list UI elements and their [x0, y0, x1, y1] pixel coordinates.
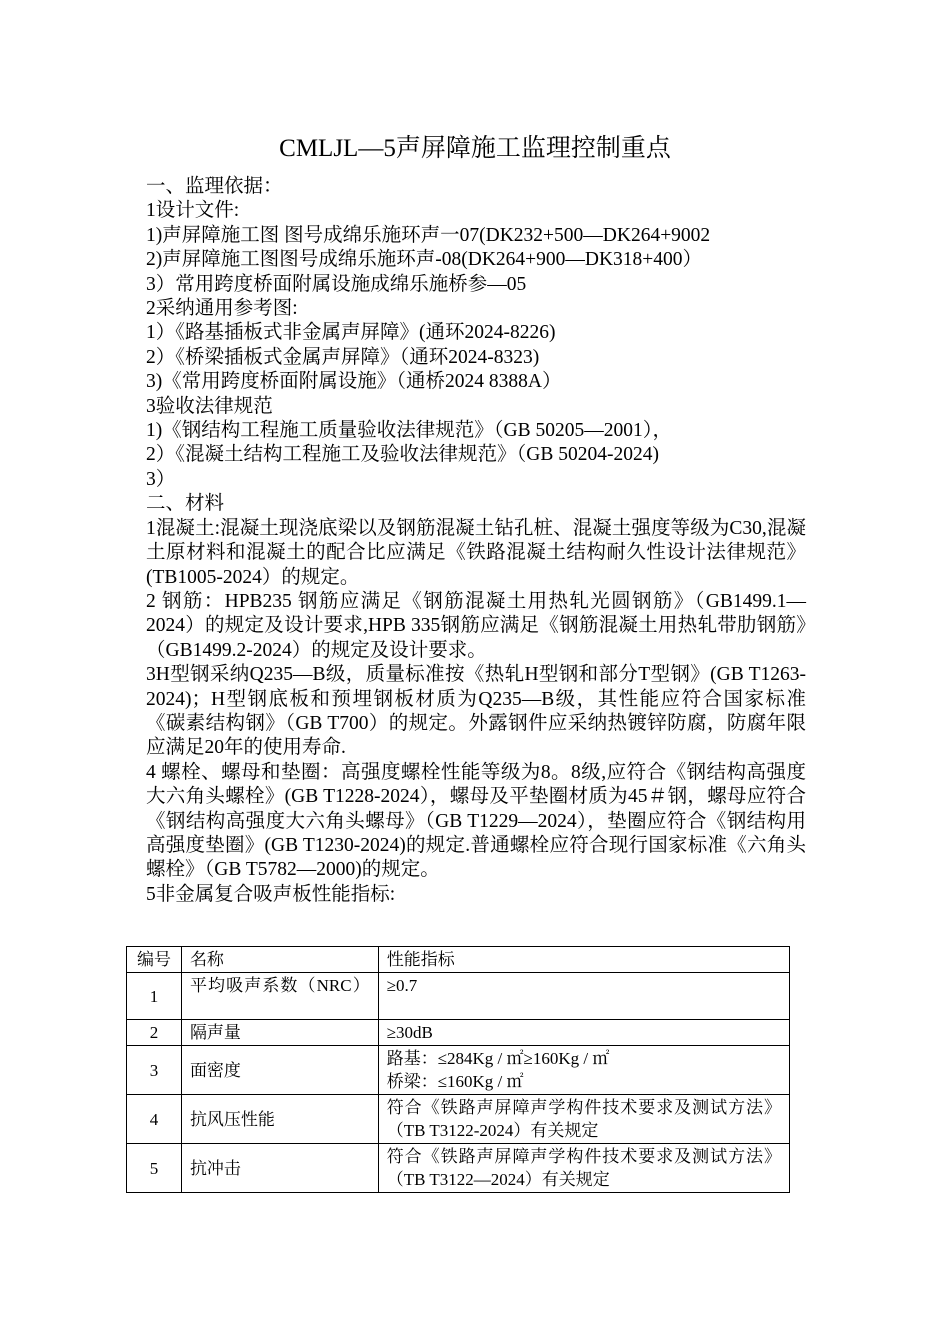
- table-row: [127, 1095, 790, 1144]
- table-row: [127, 1046, 790, 1095]
- list-item: 3)《常用跨度桥面附属设施》（通桥2024 8388A）: [146, 371, 562, 393]
- paragraph-concrete: 1混凝土:混凝土现浇底梁以及钢筋混凝土钻孔桩、混凝土强度等级为C30,混凝土原材料和混凝土的配合比应满足《铁路混凝土结构耐久性设计法律规范》(TB1005-2024）的规定。: [146, 517, 806, 588]
- row-number: 5: [127, 1144, 182, 1193]
- row-number: 3: [127, 1046, 182, 1095]
- heading-basis: 一、监理依据：: [146, 176, 283, 197]
- row-spec: 符合《铁路声屏障声学构件技术要求及测试方法》（TB T3122—2024）有关规定: [378, 1144, 789, 1193]
- row-name: 抗风压性能: [181, 1095, 378, 1144]
- list-item: 2）《桥梁插板式金属声屏障》（通环2024-8323): [146, 346, 540, 368]
- spec-line-bridge: 桥梁：≤160Kg / ㎡: [386, 1072, 524, 1091]
- row-number: 4: [127, 1095, 182, 1144]
- row-name: 隔声量: [181, 1020, 378, 1046]
- document-title: CMLJL—5声屏障施工监理控制重点: [279, 135, 671, 162]
- list-item: 3）常用跨度桥面附属设施成绵乐施桥参—05: [146, 273, 527, 295]
- header-name: 名称: [181, 947, 378, 973]
- row-spec: ≥30dB: [378, 1020, 789, 1046]
- row-spec: 符合《铁路声屏障声学构件技术要求及测试方法》（TB T3122-2024）有关规定: [378, 1095, 789, 1144]
- document-body: [146, 175, 806, 907]
- list-item: 3）: [146, 468, 176, 490]
- table-row: [127, 1144, 790, 1193]
- table-row: [127, 1020, 790, 1046]
- header-spec: 性能指标: [378, 947, 789, 973]
- list-item: 2）《混凝土结构工程施工及验收法律规范》（GB 50204-2024): [146, 444, 659, 466]
- row-number: 1: [127, 973, 182, 1020]
- list-item: 2)声屏障施工图图号成绵乐施环声-08(DK264+900—DK318+400）: [146, 249, 703, 271]
- table-caption: 5非金属复合吸声板性能指标:: [146, 883, 396, 905]
- paragraph-bolts: 4 螺栓、螺母和垫圈：高强度螺栓性能等级为8。8级,应符合《钢结构高强度大六角头螺栓》(GB T1228-2024），螺母及平垫圈材质为45＃钢，螺母应符合《钢结构高强度大六角头螺母》（GB T1229—2024），垫圈应符合《钢结构用高强度垫圈》(GB T1230-2024)的规定.普通螺栓应符合现行国家标准《六角头螺栓》（GB T5782—2000)的规定。: [146, 761, 806, 881]
- list-item: 1)《钢结构工程施工质量验收法律规范》（GB 50205—2001），: [146, 420, 672, 442]
- list-item: 1）《路基插板式非金属声屏障》(通环2024-8226): [146, 322, 556, 344]
- subheading-acceptance-codes: 3验收法律规范: [146, 395, 273, 417]
- row-name: 面密度: [181, 1046, 378, 1095]
- row-spec: ≥0.7: [378, 973, 789, 1020]
- row-number: 2: [127, 1020, 182, 1046]
- heading-materials: 二、材料: [146, 493, 225, 515]
- row-name: 平均吸声系数（NRC）: [181, 973, 378, 1020]
- subheading-design-docs: 1设计文件:: [146, 200, 240, 222]
- row-name: 抗冲击: [181, 1144, 378, 1193]
- row-spec: [378, 1046, 789, 1095]
- table-header-row: [127, 947, 790, 973]
- list-item: 1)声屏障施工图 图号成绵乐施环声一07(DK232+500—DK264+9002: [146, 224, 711, 246]
- paragraph-h-steel: 3H型钢采纳Q235—B级，质量标准按《热轧H型钢和部分T型钢》(GB T1263-2024)；H型钢底板和预埋钢板材质为Q235—B级，其性能应符合国家标准《碳素结构钢》（GB T700）的规定。外露钢件应采纳热镀锌防腐，防腐年限应满足20年的使用寿命.: [146, 664, 806, 759]
- performance-table: [126, 946, 790, 1193]
- table-row: [127, 973, 790, 1020]
- paragraph-rebar: 2 钢筋：HPB235 钢筋应满足《钢筋混凝土用热轧光圆钢筋》（GB1499.1—2024）的规定及设计要求,HPB 335钢筋应满足《钢筋混凝土用热轧带肋钢筋》（GB1499.2-2024）的规定及设计要求。: [146, 590, 806, 661]
- subheading-reference-drawings: 2采纳通用参考图:: [146, 298, 298, 320]
- spec-line-subgrade: 路基：≤284Kg / ㎡≥160Kg / ㎡: [386, 1049, 610, 1068]
- header-number: 编号: [127, 947, 182, 973]
